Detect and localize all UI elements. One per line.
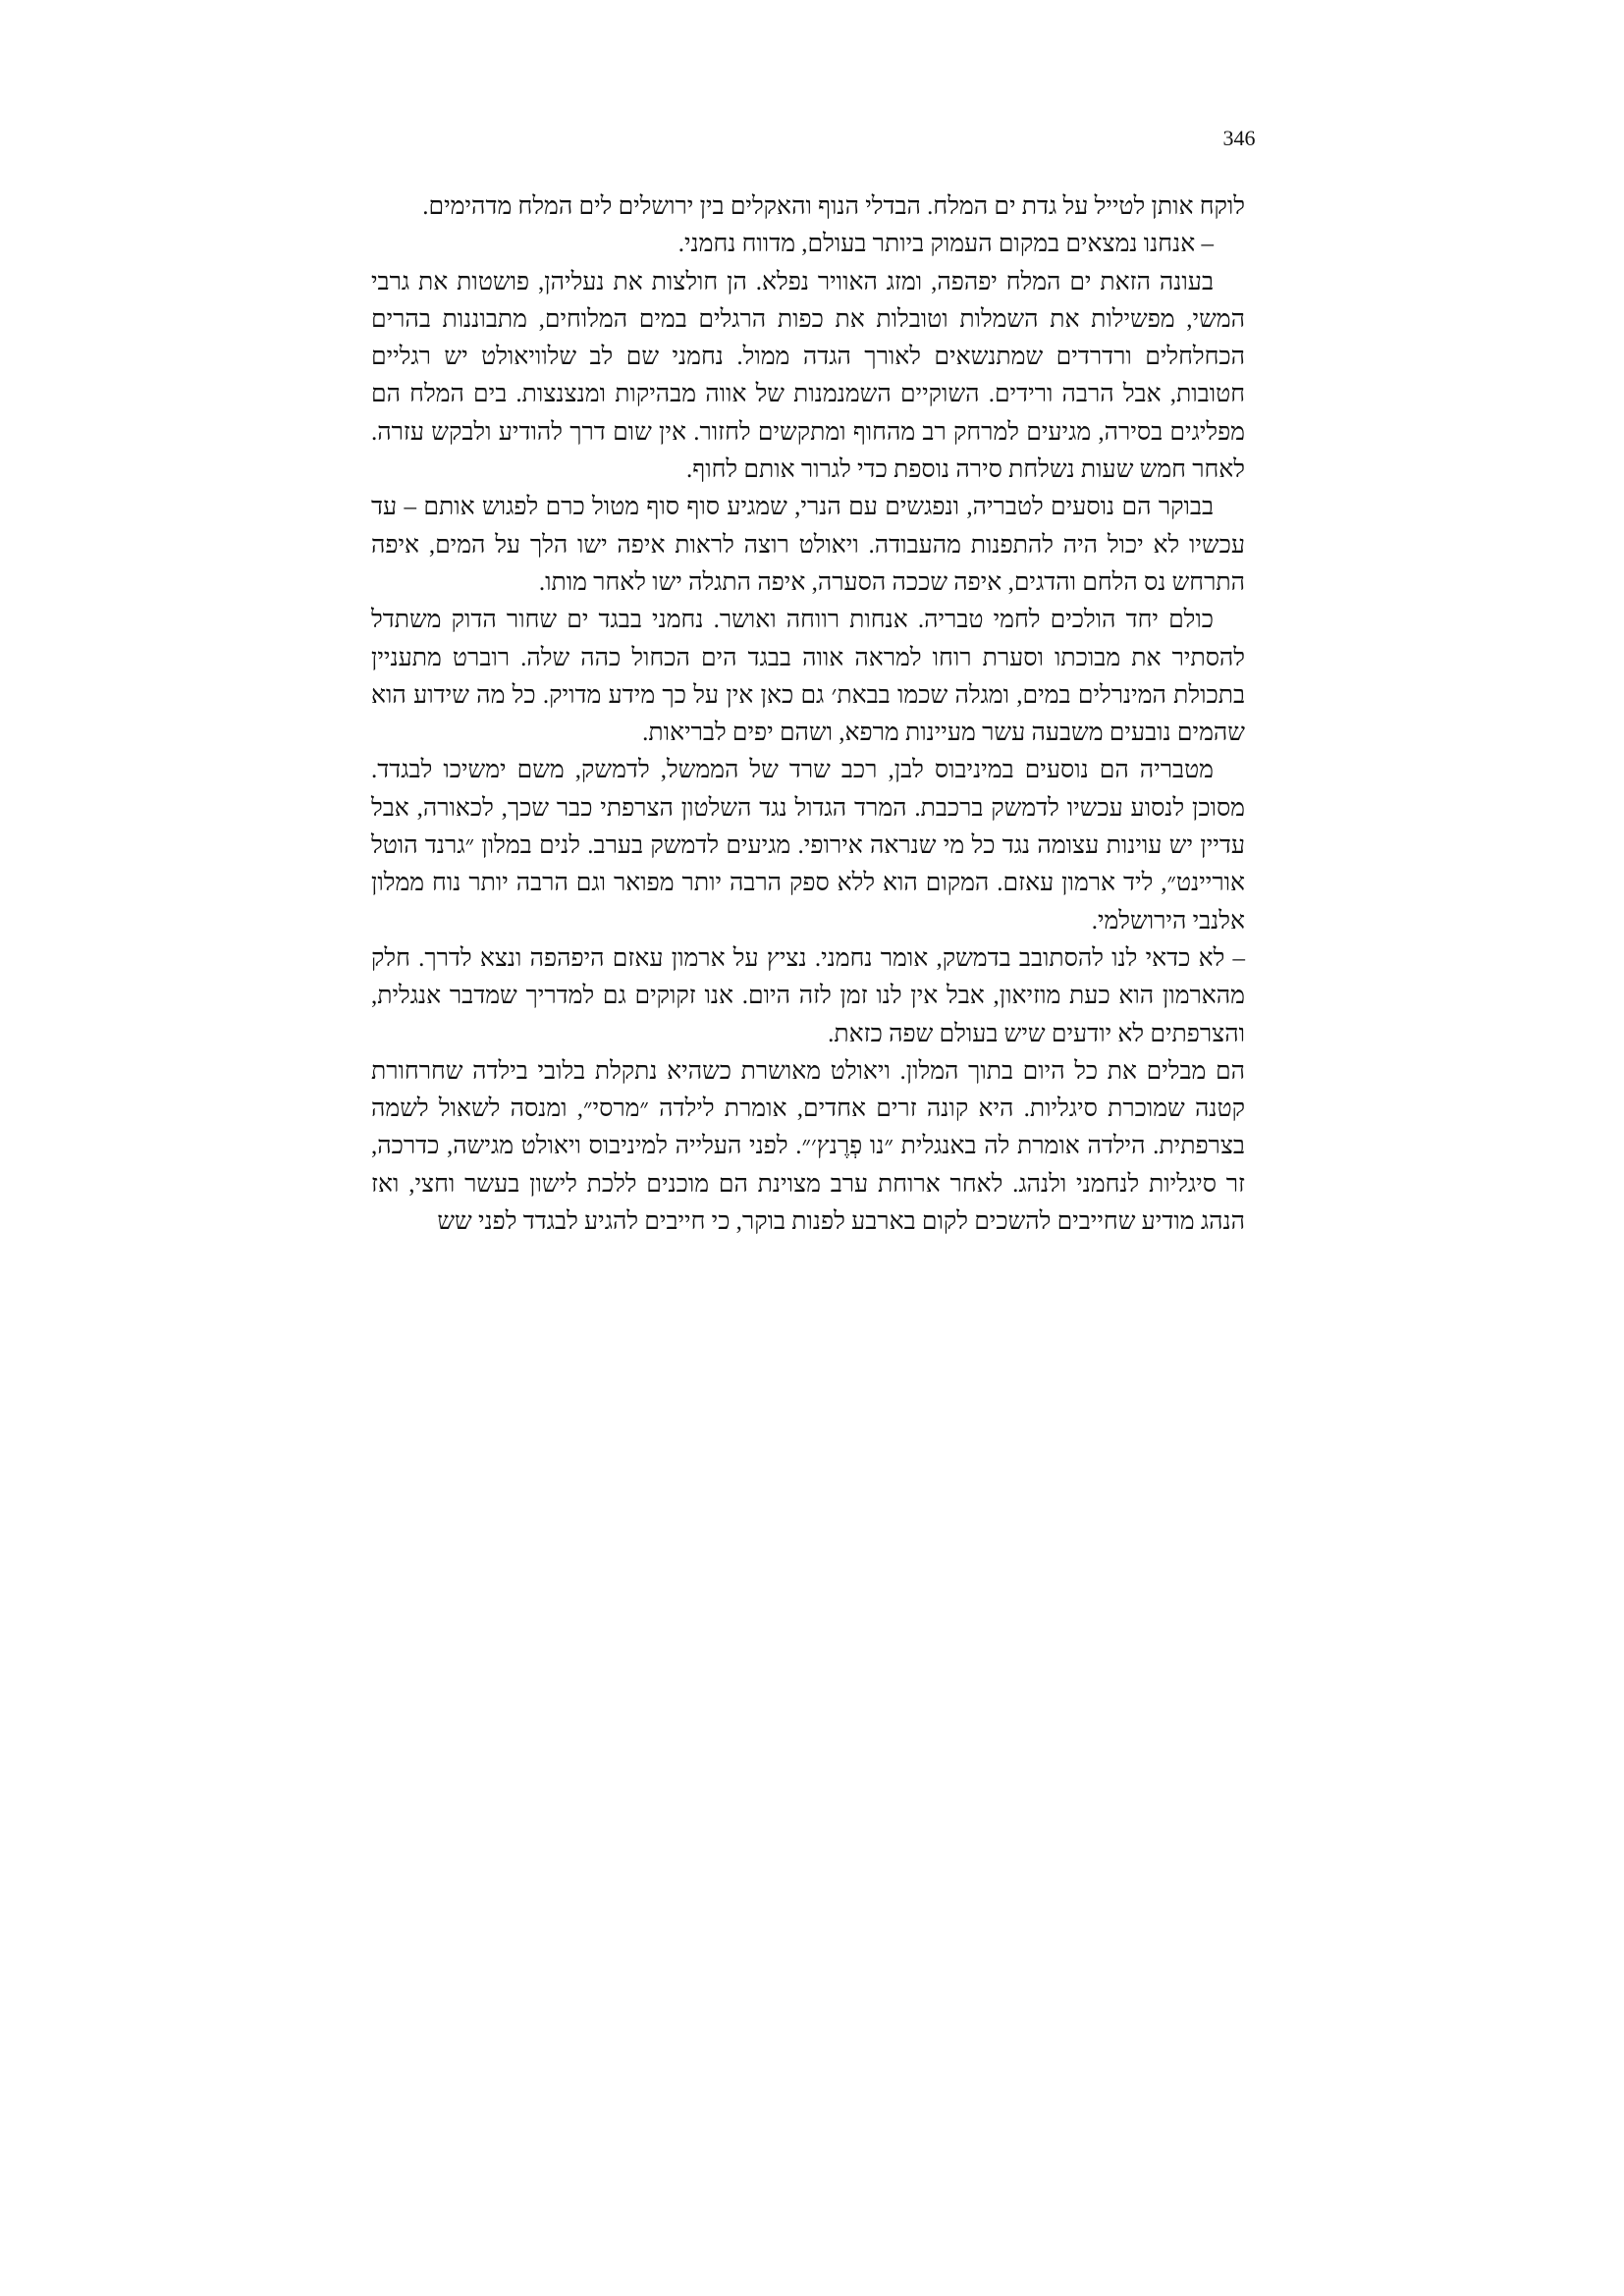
paragraph: בבוקר הם נוסעים לטבריה, ונפגשים עם הנרי, שמגיע סוף סוף מטול כרם לפגוש אותם – עד עכשיו לא יכול היה להתפנות מהעבודה. ויאולט רוצה לראות איפה ישו הלך על המים, איפה התרחש נס הלחם והדגים, איפה שככה הסערה, איפה התגלה ישו לאחר מותו. <box>371 494 1245 596</box>
body-text <box>371 188 1245 1241</box>
paragraph: – לא כדאי לנו להסתובב בדמשק, אומר נחמני. נציץ על ארמון עאזם היפהפה ונצא לדרך. חלק מהארמון הוא כעת מוזיאון, אבל אין לנו זמן לזה היום. אנו זקוקים גם למדריך שמדבר אנגלית, והצרפתים לא יודעים שיש בעולם שפה כזאת. <box>371 944 1245 1047</box>
paragraph: לוקח אותן לטייל על גדת ים המלח. הבדלי הנוף והאקלים בין ירושלים לים המלח מדהימים. <box>422 193 1245 220</box>
paragraph: כולם יחד הולכים לחמי טבריה. אנחות רווחה ואושר. נחמני בבגד ים שחור הדוק משתדל להסתיר את מבוכתו וסערת רוחו למראה אווה בבגד הים הכחול כהה שלה. רוברט מתעניין בתכולת המינרלים במים, ומגלה שכמו בבאת׳ גם כאן אין על כך מידע מדויק. כל מה שידוע הוא שהמים נובעים משבעה עשר מעיינות מרפא, ושהם יפים לבריאות. <box>371 607 1245 747</box>
page-number: 346 <box>1222 126 1256 150</box>
paragraph: בעונה הזאת ים המלח יפהפה, ומזג האוויר נפלא. הן חולצות את נעליהן, פושטות את גרבי המשי, מפשילות את השמלות וטובלות את כפות הרגלים במים המלוחים, מתבוננות בהרים הכחלחלים ורדרדים שמתנשאים לאורך הגדה ממול. נחמני שם לב שלוויאולט יש רגליים חטובות, אבל הרבה ורידים. השוקיים השמנמנות של אווה מבהיקות ומנצנצות. בים המלח הם מפליגים בסירה, מגיעים למרחק רב מהחוף ומתקשים לחזור. אין שום דרך להודיע ולבקש עזרה. לאחר חמש שעות נשלחת סירה נוספת כדי לגרור אותם לחוף. <box>371 268 1245 484</box>
paragraph: הם מבלים את כל היום בתוך המלון. ויאולט מאושרת כשהיא נתקלת בלובי בילדה שחרחורת קטנה שמוכרת סיגליות. היא קונה זרים אחדים, אומרת לילדה ״מרסי״, ומנסה לשאול לשמה בצרפתית. הילדה אומרת לה באנגלית ״נו פְרֶנץ׳״. לפני העלייה למיניבוס ויאולט מגישה, כדרכה, זר סיגליות לנחמני ולנהג. לאחר ארוחת ערב מצוינת הם מוכנים ללכת לישון בעשר וחצי, ואז הנהג מודיע שחייבים להשכים לקום בארבע לפנות בוקר, כי חייבים להגיע לבגדד לפני שש <box>371 1057 1245 1236</box>
paragraph: מטבריה הם נוסעים במיניבוס לבן, רכב שרד של הממשל, לדמשק, משם ימשיכו לבגדד. מסוכן לנסוע עכשיו לדמשק ברכבת. המרד הגדול נגד השלטון הצרפתי כבר שכך, לכאורה, אבל עדיין יש עוינות עצומה נגד כל מי שנראה אירופי. מגיעים לדמשק בערב. לנים במלון ״גרנד הוטל אוריינט״, ליד ארמון עאזם. המקום הוא ללא ספק הרבה יותר מפואר וגם הרבה יותר נוח ממלון אלנבי הירושלמי. <box>371 757 1245 934</box>
paragraph: – אנחנו נמצאים במקום העמוק ביותר בעולם, מדווח נחמני. <box>677 231 1214 258</box>
